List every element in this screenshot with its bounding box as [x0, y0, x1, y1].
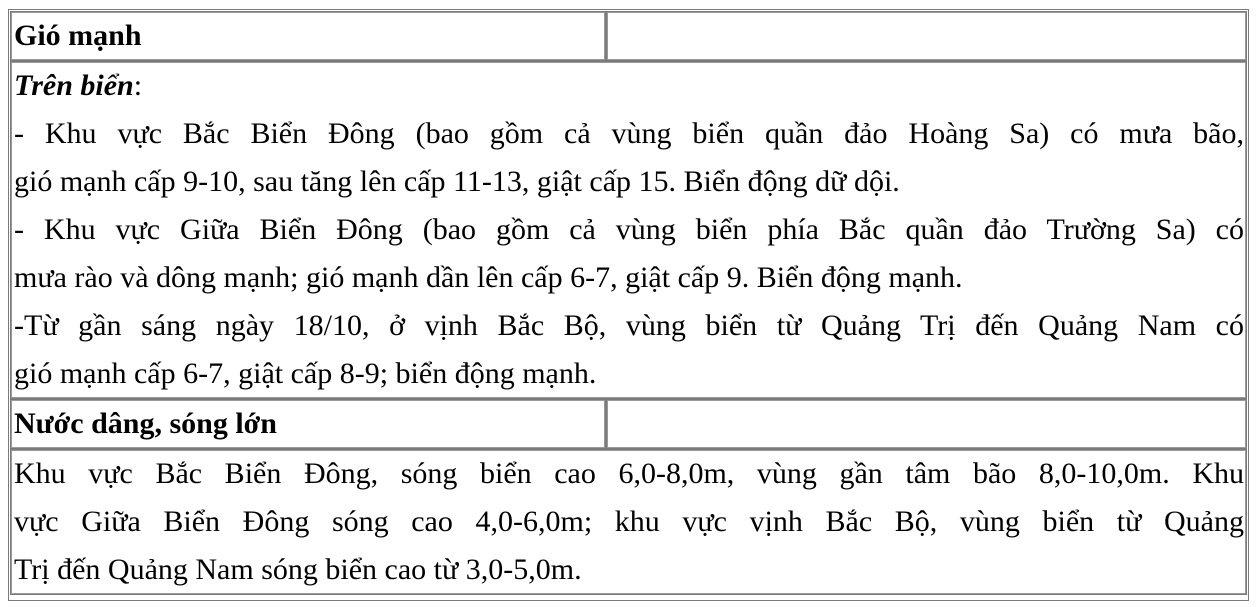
section-body-row-wind — [10, 61, 1247, 399]
waves-details-cell — [10, 449, 1247, 595]
section-value-waves — [606, 399, 1247, 449]
section-body-row-waves — [10, 449, 1247, 595]
section-title-wind: Gió mạnh — [10, 11, 606, 61]
subheading-line — [14, 62, 1244, 110]
section-header-row-waves — [10, 399, 1247, 449]
wind-line: -Từ gần sáng ngày 18/10, ở vịnh Bắc Bộ, vùng biển từ Quảng Trị đến Quảng Nam có — [14, 309, 1244, 342]
forecast-table — [10, 11, 1247, 595]
sea-subheading-colon: : — [133, 69, 143, 102]
wind-line: - Khu vực Giữa Biển Đông (bao gồm cả vùng biển phía Bắc quần đảo Trường Sa) có — [14, 213, 1244, 246]
wind-details-cell — [10, 61, 1247, 399]
section-header-row-wind — [10, 11, 1247, 61]
waves-line: Khu vực Bắc Biển Đông, sóng biển cao 6,0-8,0m, vùng gần tâm bão 8,0-10,0m. Khu — [14, 457, 1244, 490]
waves-line: vực Giữa Biển Đông sóng cao 4,0-6,0m; khu vực vịnh Bắc Bộ, vùng biển từ Quảng — [14, 505, 1244, 538]
wind-line: - Khu vực Bắc Biển Đông (bao gồm cả vùng biển quần đảo Hoàng Sa) có mưa bão, — [14, 117, 1244, 150]
sea-subheading: Trên biển — [14, 69, 134, 102]
section-value-wind — [606, 11, 1247, 61]
waves-line: Trị đến Quảng Nam sóng biển cao từ 3,0-5,0m. — [14, 553, 582, 586]
wind-line: mưa rào và dông mạnh; gió mạnh dần lên cấp 6-7, giật cấp 9. Biển động mạnh. — [14, 261, 963, 294]
wind-line: gió mạnh cấp 6-7, giật cấp 8-9; biển động mạnh. — [14, 357, 597, 390]
section-title-waves: Nước dâng, sóng lớn — [10, 399, 606, 449]
wind-line: gió mạnh cấp 9-10, sau tăng lên cấp 11-13, giật cấp 15. Biển động dữ dội. — [14, 165, 900, 198]
